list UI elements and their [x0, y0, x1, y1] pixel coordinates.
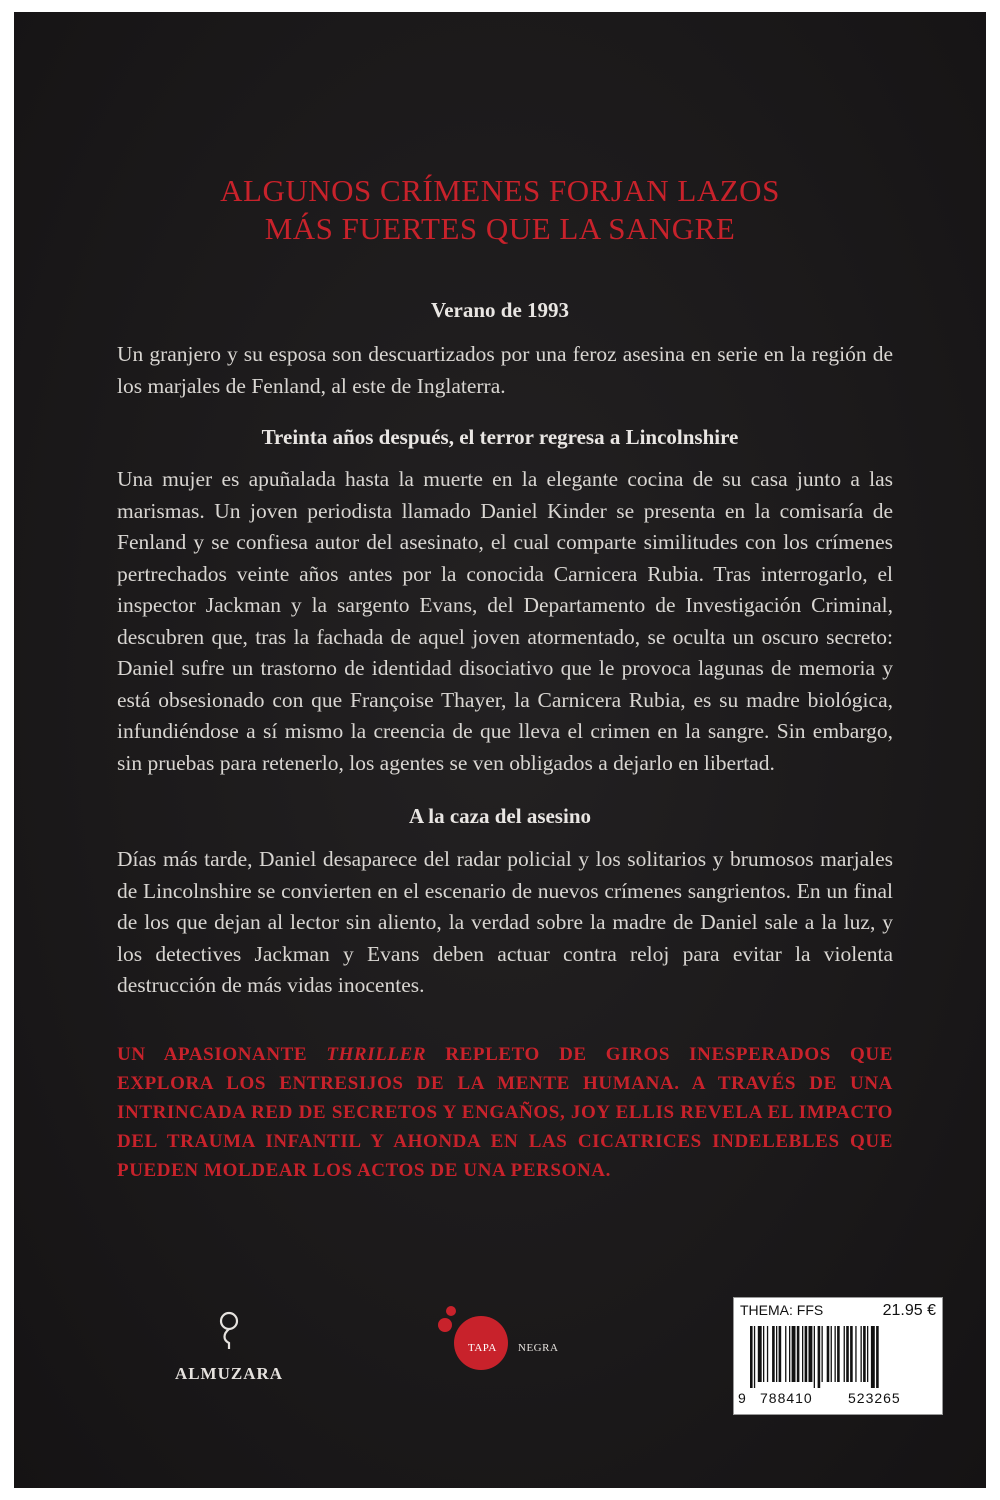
barcode-bar — [779, 1326, 782, 1382]
barcode-digit-group-2: 523265 — [848, 1390, 901, 1406]
almuzara-logo — [154, 1310, 304, 1384]
blurb-text-after: REPLETO DE GIROS INESPERADOS QUE EXPLORA LOS ENTRESIJOS DE LA MENTE HUMANA. A TRAVÉS DE UNA INTRINCADA RED DE SECRETOS Y ENGAÑOS, JOY ELLIS REVELA EL IMPACTO DEL TRAUMA INFANTIL Y AHONDA EN LAS CICATRICES INDELEBLES QUE PUEDEN MOLDEAR LOS ACTOS DE UNA PERSONA. — [117, 1044, 893, 1181]
price-tag: 21.95 € — [882, 1302, 936, 1319]
barcode-bar — [814, 1326, 815, 1388]
cover-headline — [14, 172, 986, 248]
logo-word-negra: NEGRA — [518, 1342, 559, 1354]
logo-drop-icon — [438, 1318, 452, 1332]
headline-line-2: MÁS FUERTES QUE LA SANGRE — [264, 211, 736, 246]
almuzara-emblem-icon — [154, 1310, 304, 1360]
logo-word-tapa: TAPA — [468, 1342, 497, 1354]
blurb-text-before: UN APASIONANTE — [117, 1044, 327, 1065]
barcode-bar — [809, 1326, 813, 1382]
section-body-1: Un granjero y su esposa son descuartizados por una feroz asesina en serie en la región de los marjales de Fenland, al este de Inglaterra. — [117, 342, 893, 398]
barcode-bar — [772, 1326, 775, 1382]
book-back-cover — [14, 12, 986, 1488]
thema-code: THEMA: FFS — [740, 1302, 824, 1318]
barcode-label — [733, 1297, 943, 1415]
logo-drop-icon — [446, 1306, 456, 1316]
barcode-bar — [750, 1326, 753, 1388]
barcode-bar — [827, 1326, 830, 1382]
blurb-italic-word: THRILLER — [326, 1044, 427, 1065]
barcode-bars-icon — [750, 1326, 926, 1388]
barcode-bar — [763, 1326, 764, 1382]
barcode-bar — [776, 1326, 777, 1382]
barcode-bar — [805, 1326, 808, 1382]
barcode-bar — [831, 1326, 832, 1382]
barcode-bar — [789, 1326, 790, 1382]
barcode-bar — [754, 1326, 755, 1388]
barcode-bar — [802, 1326, 803, 1382]
barcode-bar — [767, 1326, 768, 1382]
headline-line-1: ALGUNOS CRÍMENES FORJAN LAZOS — [220, 173, 780, 208]
section-heading-1: Verano de 1993 — [430, 298, 570, 322]
barcode-bar — [835, 1326, 836, 1382]
section-heading-3: A la caza del asesino — [409, 804, 591, 828]
barcode-bar — [876, 1326, 879, 1388]
barcode-bar — [758, 1326, 762, 1382]
barcode-bar — [871, 1326, 875, 1388]
barcode-bar — [855, 1326, 856, 1382]
barcode-bar — [818, 1326, 821, 1388]
barcode-bar — [797, 1326, 800, 1382]
section-body-3: Días más tarde, Daniel desaparece del radar policial y los solitarios y brumosos marjales de Lincolnshire se convierten en el escenario de nuevos crímenes sangrientos. En un final de los que dejan al lector sin aliento, la verdad sobre la madre de Daniel sale a la luz, y los detectives Jackman y Evans deben actuar contra reloj para evitar la violenta destrucción de más vidas inocentes. — [117, 847, 893, 997]
barcode-digit-group-1: 788410 — [760, 1390, 813, 1406]
barcode-bar — [863, 1326, 866, 1382]
barcode-bar — [837, 1326, 840, 1382]
section-heading-2: Treinta años después, el terror regresa a Lincolnshire — [261, 425, 739, 449]
promo-blurb — [117, 1040, 893, 1185]
barcode-digit-lead: 9 — [738, 1390, 747, 1406]
barcode-bar — [785, 1326, 786, 1382]
barcode-bar — [844, 1326, 845, 1382]
barcode-bar — [867, 1326, 868, 1382]
publisher-name: ALMUZARA — [174, 1364, 284, 1383]
barcode-bar — [846, 1326, 849, 1382]
barcode-bar — [792, 1326, 796, 1382]
section-body-2: Una mujer es apuñalada hasta la muerte en la elegante cocina de su casa junto a las marismas. Un joven periodista llamado Daniel Kinder se presenta en la comisaría de Fenland y se confiesa autor del asesinato, el cual comparte similitudes con los crímenes pertrechados veinte años antes por la conocida Carnicera Rubia. Tras interrogarlo, el inspector Jackman y la sargento Evans, del Departamento de Investigación Criminal, descubren que, tras la fachada de aquel joven atormentado, se oculta un oscuro secreto: Daniel sufre un trastorno de identidad disociativo que le provoca lagunas de memoria y está obsesionado con que Françoise Thayer, la Carnicera Rubia, es su madre biológica, infundiéndose a sí mismo la creencia de que lleva el crimen en la sangre. Sin embargo, sin pruebas para retenerlo, los agentes se ven obligados a dejarlo en libertad. — [117, 467, 893, 775]
barcode-bar — [850, 1326, 853, 1382]
barcode-bar — [822, 1326, 823, 1382]
tapa-negra-logo — [432, 1300, 582, 1390]
barcode-bar — [861, 1326, 862, 1382]
